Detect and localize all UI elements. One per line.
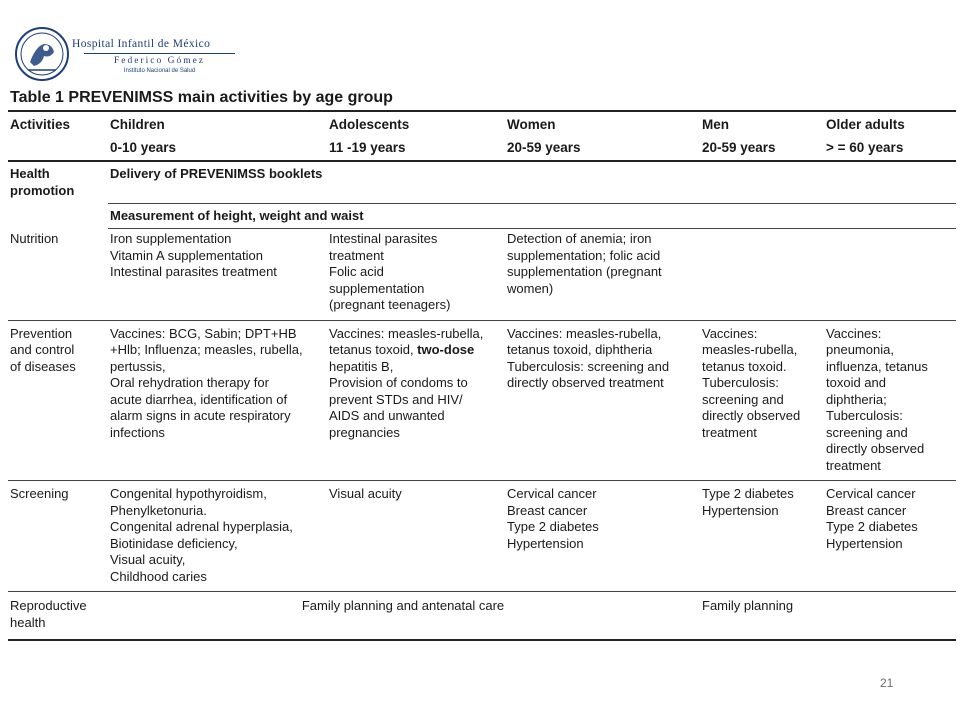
cell-prevention-women: Vaccines: measles-rubella, tetanus toxoid, diphtheria Tuberculosis: screening and directly observed treatment (505, 320, 700, 481)
header-men: Men (700, 111, 824, 134)
header-older-adults: Older adults (824, 111, 956, 134)
table-row-measurement (8, 203, 956, 229)
table-row-prevention (8, 320, 956, 481)
range-older-adults: > = 60 years (824, 134, 956, 162)
cell-screening-children: Congenital hypothyroidism, Phenylketonuria. Congenital adrenal hyperplasia, Biotinidase deficiency, Visual acuity, Childhood caries (108, 481, 327, 592)
activities-table (8, 110, 956, 641)
hospital-logo (14, 26, 244, 88)
cell-nutrition-children: Iron supplementation Vitamin A supplementation Intestinal parasites treatment (108, 229, 327, 321)
range-men: 20-59 years (700, 134, 824, 162)
cell-prevention-older-adults: Vaccines: pneumonia, influenza, tetanus toxoid and diphtheria; Tuberculosis: screening and directly observed treatment (824, 320, 956, 481)
slide-number: 21 (880, 676, 894, 690)
row-label-reproductive-health: Reproductive health (8, 592, 108, 641)
range-children: 0-10 years (108, 134, 327, 162)
header-children: Children (108, 111, 327, 134)
header-row-names (8, 111, 956, 134)
row-label-nutrition: Nutrition (8, 229, 108, 321)
cell-prevention-men: Vaccines: measles-rubella, tetanus toxoid. Tuberculosis: screening and directly observed treatment (700, 320, 824, 481)
cell-prevention-adolescents: Vaccines: measles-rubella, tetanus toxoid, two-dose hepatitis B, Provision of condoms to prevent STDs and HIV/ AIDS and unwanted pregnancies (327, 320, 505, 481)
logo-institute: Instituto Nacional de Salud (123, 68, 196, 74)
cell-family-planning-men: Family planning (700, 592, 824, 641)
table-row-health-promotion (8, 161, 956, 203)
cell-measurement: Measurement of height, weight and waist (108, 203, 956, 229)
cell-prevention-children: Vaccines: BCG, Sabin; DPT+HB +Hlb; Influenza; measles, rubella, pertussis, Oral rehydration therapy for acute diarrhea, identification of alarm signs in acute respiratory infections (108, 320, 327, 481)
table-row-screening (8, 481, 956, 592)
range-adolescents: 11 -19 years (327, 134, 505, 162)
header-activities: Activities (8, 111, 108, 134)
table-row-nutrition (8, 229, 956, 321)
cell-nutrition-women: Detection of anemia; iron supplementation; folic acid supplementation (pregnant women) (505, 229, 700, 321)
row-label-screening: Screening (8, 481, 108, 592)
row-label-prevention: Prevention and control of diseases (8, 320, 108, 481)
table-row-reproductive-health (8, 592, 956, 641)
cell-screening-men: Type 2 diabetes Hypertension (700, 481, 824, 592)
cell-family-planning-antenatal: Family planning and antenatal care (108, 592, 700, 641)
cell-screening-older-adults: Cervical cancer Breast cancer Type 2 diabetes Hypertension (824, 481, 956, 592)
hospital-seal-icon (14, 26, 70, 82)
emphasis-two-dose: two-dose (417, 342, 475, 357)
logo-divider (84, 53, 235, 54)
range-women: 20-59 years (505, 134, 700, 162)
header-row-ranges (8, 134, 956, 162)
row-label-health-promotion: Health promotion (10, 166, 75, 198)
logo-subtitle: Federico Gómez (113, 56, 206, 66)
cell-screening-adolescents: Visual acuity (327, 481, 505, 592)
header-adolescents: Adolescents (327, 111, 505, 134)
cell-booklets: Delivery of PREVENIMSS booklets (110, 166, 323, 181)
table-title: Table 1 PREVENIMSS main activities by age group (10, 89, 393, 106)
cell-nutrition-adolescents: Intestinal parasites treatment Folic acid supplementation (pregnant teenagers) (327, 229, 505, 321)
cell-screening-women: Cervical cancer Breast cancer Type 2 diabetes Hypertension (505, 481, 700, 592)
logo-hospital-name: Hospital Infantil de México (72, 38, 211, 50)
logo-text (72, 38, 247, 74)
header-women: Women (505, 111, 700, 134)
